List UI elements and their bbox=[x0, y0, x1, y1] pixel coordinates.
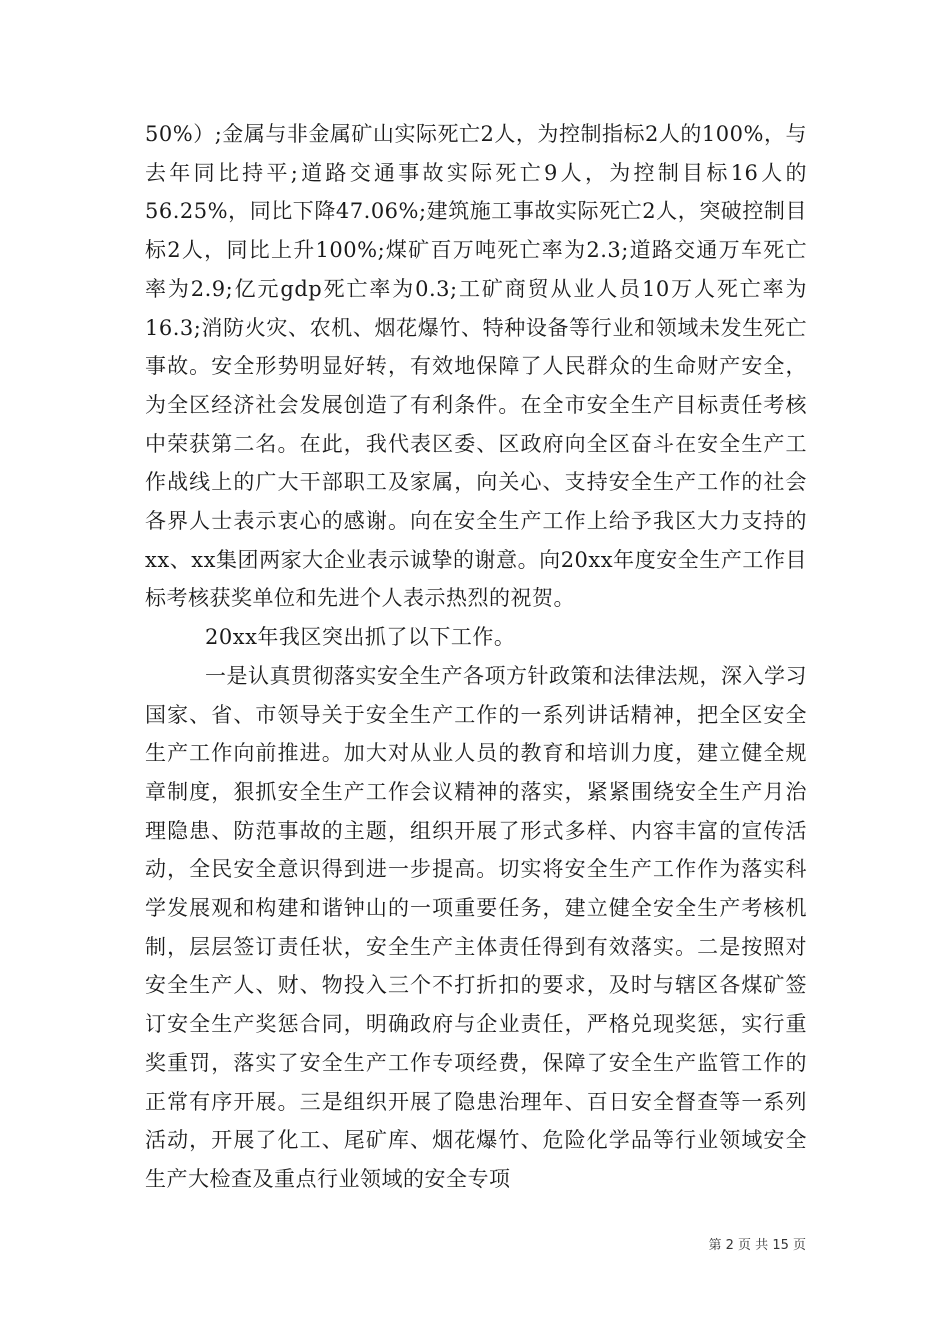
paragraph-3: 一是认真贯彻落实安全生产各项方针政策和法律法规，深入学习国家、省、市领导关于安全生产工作的一系列讲话精神，把全区安全生产工作向前推进。加大对从业人员的教育和培训力度，建立健全规章制度，狠抓安全生产工作会议精神的落实，紧紧围绕安全生产月治理隐患、防范事故的主题，组织开展了形式多样、内容丰富的宣传活动，全民安全意识得到进一步提高。切实将安全生产工作作为落实科学发展观和构建和谐钟山的一项重要任务，建立健全安全生产考核机制，层层签订责任状，安全生产主体责任得到有效落实。二是按照对安全生产人、财、物投入三个不打折扣的要求，及时与辖区各煤矿签订安全生产奖惩合同，明确政府与企业责任，严格兑现奖惩，实行重奖重罚，落实了安全生产工作专项经费，保障了安全生产监管工作的正常有序开展。三是组织开展了隐患治理年、百日安全督查等一系列活动，开展了化工、尾矿库、烟花爆竹、危险化学品等行业领域安全生产大检查及重点行业领域的安全专项 bbox=[145, 663, 807, 1191]
paragraph-2: 20xx年我区突出抓了以下工作。 bbox=[205, 625, 516, 650]
paragraph-1: 50%）;金属与非金属矿山实际死亡2人，为控制指标2人的100%，与去年同比持平;道路交通事故实际死亡9人，为控制目标16人的56.25%，同比下降47.06%;建筑施工事故实际死亡2人，突破控制目标2人，同比上升100%;煤矿百万吨死亡率为2.3;道路交通万车死亡率为2.9;亿元gdp死亡率为0.3;工矿商贸从业人员10万人死亡率为16.3;消防火灾、农机、烟花爆竹、特种设备等行业和领域未发生死亡事故。安全形势明显好转，有效地保障了人民群众的生命财产安全，为全区经济社会发展创造了有利条件。在全市安全生产目标责任考核中荣获第二名。在此，我代表区委、区政府向全区奋斗在安全生产工作战线上的广大干部职工及家属，向关心、支持安全生产工作的社会各界人士表示衷心的感谢。向在安全生产工作上给予我区大力支持的xx、xx集团两家大企业表示诚挚的谢意。向20xx年度安全生产工作目标考核获奖单位和先进个人表示热烈的祝贺。 bbox=[145, 122, 807, 611]
page-number-footer: 第 2 页 共 15 页 bbox=[708, 1238, 806, 1253]
document-body bbox=[145, 115, 807, 1199]
